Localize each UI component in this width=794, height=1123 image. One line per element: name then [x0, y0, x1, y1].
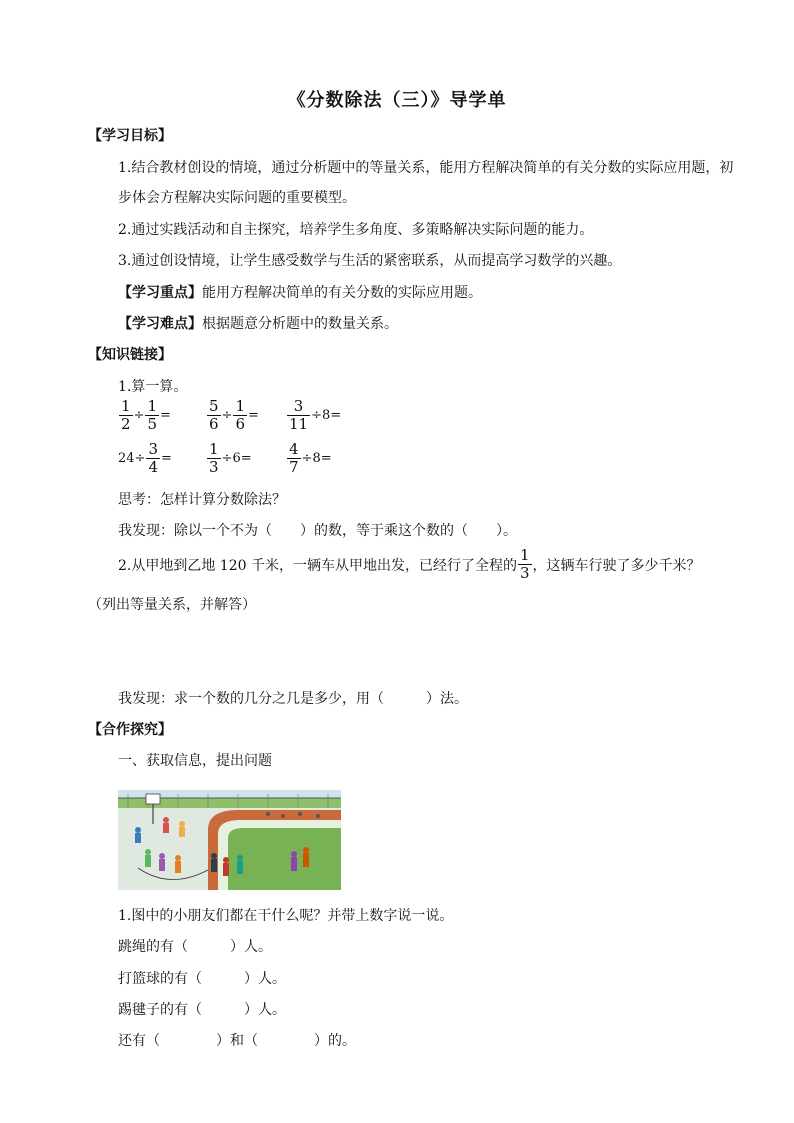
section-link-heading: 【知识链接】	[88, 347, 172, 363]
operator: ÷8=	[301, 451, 332, 466]
calc-title: 1.算一算。	[118, 379, 188, 395]
difficulty-text: 根据题意分析题中的数量关系。	[202, 316, 398, 332]
question-2-text: 2.从甲地到乙地 120 千米，一辆车从甲地出发，已经行了全程的	[118, 557, 517, 574]
playground-illustration	[118, 790, 341, 890]
fill-shuttlecock: 踢毽子的有（ ）人。	[118, 1002, 286, 1018]
fraction: $\frac{3}{4}$	[148, 440, 158, 476]
calc-expr-3	[286, 398, 341, 433]
fill-other: 还有（ ）和（ ）的。	[118, 1033, 356, 1049]
fraction: $\frac{1}{5}$	[147, 397, 157, 433]
fraction: $\frac{4}{7}$	[289, 440, 299, 476]
operator: 24÷	[118, 451, 146, 466]
calc-expr-5	[206, 441, 252, 476]
calc-expr-4	[118, 441, 172, 476]
question-2-note: （列出等量关系，并解答）	[88, 597, 256, 613]
page-title: 《分数除法（三）》导学单	[287, 90, 507, 111]
fraction: $\frac{1}{3}$	[209, 440, 219, 476]
question-2-text-end: ，这辆车行驶了多少千米？	[532, 557, 701, 574]
calc-expr-6	[286, 441, 332, 476]
picture-question: 1.图中的小朋友们都在干什么呢？并带上数字说一说。	[118, 908, 454, 924]
calc-expr-1	[118, 398, 171, 433]
equals: =	[160, 451, 172, 466]
fill-basketball: 打篮球的有（ ）人。	[118, 971, 286, 987]
fraction: $\frac{1}{2}$	[121, 397, 131, 433]
operator: ÷6=	[221, 451, 252, 466]
operator: ÷	[221, 408, 233, 423]
goal-3: 3.通过创设情境，让学生感受数学与生活的紧密联系，从而提高学习数学的兴趣。	[118, 253, 622, 269]
fraction: $\frac{1}{6}$	[235, 397, 245, 433]
key-point-label: 【学习重点】	[118, 285, 202, 301]
fill-rope-skipping: 跳绳的有（ ）人。	[118, 939, 272, 955]
key-point	[118, 282, 482, 302]
discover-2: 我发现：求一个数的几分之几是多少，用（ ）法。	[118, 691, 468, 707]
section-coop-heading: 【合作探究】	[88, 722, 172, 738]
playground-icon	[118, 790, 341, 890]
difficulty-point	[118, 313, 398, 333]
question-2	[118, 547, 701, 582]
goal-1-line-2: 步体会方程解决实际问题的重要模型。	[118, 190, 356, 206]
section-goals-heading: 【学习目标】	[88, 128, 172, 144]
discover-1: 我发现：除以一个不为（ ）的数，等于乘这个数的（ ）。	[118, 523, 517, 539]
operator: ÷8=	[311, 408, 342, 423]
difficulty-label: 【学习难点】	[118, 316, 202, 332]
key-point-text: 能用方程解决简单的有关分数的实际应用题。	[202, 285, 482, 301]
calc-expr-2	[206, 398, 259, 433]
operator: ÷	[133, 408, 145, 423]
part-1-heading: 一、获取信息，提出问题	[118, 753, 272, 769]
goal-1-line-1: 1.结合教材创设的情境，通过分析题中的等量关系，能用方程解决简单的有关分数的实际应用题，初	[118, 160, 734, 176]
equals: =	[160, 408, 171, 423]
fraction: $\frac{1}{3}$	[519, 546, 530, 582]
goal-2: 2.通过实践活动和自主探究，培养学生多角度、多策略解决实际问题的能力。	[118, 222, 594, 238]
fraction: $\frac{5}{6}$	[209, 397, 219, 433]
equals: =	[248, 408, 259, 423]
fraction: $\frac{3}{11}$	[289, 397, 309, 433]
think-prompt: 思考：怎样计算分数除法？	[118, 492, 286, 508]
